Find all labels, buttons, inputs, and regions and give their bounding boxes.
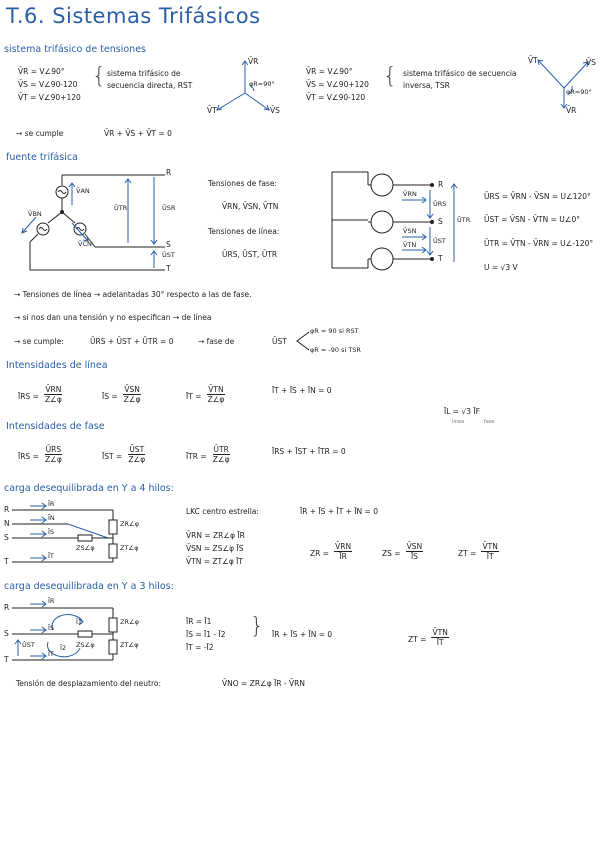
v-eq-sn: V̄SN = ZS∠φ ĪS bbox=[186, 544, 244, 553]
rsrc-label-urs: ŪRS bbox=[433, 200, 447, 208]
rsrc-label-vtn: V̄TN bbox=[403, 241, 417, 249]
i-line-sum-eq: ĪT + ĪS + ĪN = 0 bbox=[272, 386, 332, 395]
w3-label-is: ĪS bbox=[48, 624, 55, 632]
src-node-t: T bbox=[166, 264, 171, 273]
line-voltage-eq-rs: ŪRS = V̄RN - V̄SN = U∠120° bbox=[484, 192, 591, 201]
se-cumple-label: → se cumple bbox=[16, 129, 64, 138]
phasor-direct-s: V̄S bbox=[270, 106, 280, 115]
w4-label-in: ĪN bbox=[48, 514, 55, 522]
src-label-vbn: V̄BN bbox=[28, 210, 42, 218]
src-label-vcn: V̄CN bbox=[78, 240, 92, 248]
i3-sum-eq: ĪR + ĪS + ĪN = 0 bbox=[272, 630, 333, 639]
rsrc-label-utr: ŪTR bbox=[457, 216, 471, 224]
rsrc-label-ust: ŪST bbox=[433, 237, 446, 245]
phasor-direct-angle: φR=90° bbox=[249, 80, 275, 88]
v-eq-tn: V̄TN = ZT∠φ ĪT bbox=[186, 557, 243, 566]
inverse-eq-r: V̄R = V∠90° bbox=[306, 67, 353, 76]
note-de-linea: → si nos dan una tensión y no especifican → de línea bbox=[14, 313, 212, 322]
three-wire-circuit bbox=[8, 600, 158, 668]
rsrc-node-t: T bbox=[438, 254, 443, 263]
il-sub-linea: línea bbox=[452, 419, 465, 425]
note-fase-de: → fase de bbox=[198, 337, 235, 346]
direct-eq-s: V̄S = V∠90-120 bbox=[18, 80, 78, 89]
note-se-cumple: → se cumple: bbox=[14, 337, 64, 346]
w4-label-it: ĪT bbox=[48, 552, 54, 560]
src-label-ust: ŪST bbox=[162, 251, 175, 259]
inverse-eq-s: V̄S = V∠90+120 bbox=[306, 80, 369, 89]
w4-label-zt: ZT∠φ bbox=[120, 544, 139, 552]
src-label-van: V̄AN bbox=[76, 187, 90, 195]
lkc-eq: ĪR + ĪS + ĪT + ĪN = 0 bbox=[300, 507, 378, 516]
phase-voltages-title: Tensiones de fase: bbox=[208, 179, 277, 188]
w3-label-it: ĪT bbox=[48, 650, 54, 658]
i-phase-sum-eq: ĪRS + ĪST + ĪTR = 0 bbox=[272, 447, 346, 456]
inverse-eq-t: V̄T = V∠90-120 bbox=[306, 93, 366, 102]
w3-label-ust: ŪST bbox=[22, 641, 35, 649]
line-voltages-values: ŪRS, ŪST, ŪTR bbox=[222, 250, 278, 259]
rsrc-node-r: R bbox=[438, 180, 444, 189]
w4-label-zs: ZS∠φ bbox=[76, 544, 95, 552]
brace-i3: } bbox=[250, 614, 264, 639]
i-line-eq-s: ĪS = $\frac{V̄SN}{Z\angle\varphi}$ bbox=[102, 385, 141, 404]
w3-label-ir: ĪR bbox=[48, 597, 55, 605]
page-title: T.6. Sistemas Trifásicos bbox=[6, 4, 261, 28]
direct-label: sistema trifásico de secuencia directa, RST bbox=[107, 69, 193, 90]
w4-node-r: R bbox=[4, 505, 10, 514]
w3-label-i1: Ī1 bbox=[76, 618, 83, 626]
heading-fuente: fuente trifásica bbox=[6, 152, 78, 163]
src-label-utr: ŪTR bbox=[114, 204, 128, 212]
il-sqrt3-eq: ĪL = √3 ĪF bbox=[444, 407, 480, 416]
phasor-inverse-angle: φR=90° bbox=[566, 88, 592, 96]
z-eq-s: ZS = $\frac{V̄SN}{ĪS}$ bbox=[382, 542, 423, 561]
lkc-label: LKC centro estrella: bbox=[186, 507, 259, 516]
heading-intensidades-fase: Intensidades de fase bbox=[6, 421, 105, 432]
w4-node-n: N bbox=[4, 519, 10, 528]
i-phase-eq-tr: ĪTR = $\frac{\text{ŪTR}}{Z\angle\varphi}$ bbox=[186, 445, 230, 464]
heading-4-hilos: carga desequilibrada en Y a 4 hilos: bbox=[4, 483, 174, 494]
i-line-eq-r: ĪRS = $\frac{V̄RN}{Z\angle\varphi}$ bbox=[18, 385, 62, 404]
star-source-circuit bbox=[10, 165, 185, 280]
note-branch-rst: φR = 90 si RST bbox=[310, 327, 359, 335]
phasor-inverse-r: V̄R bbox=[566, 106, 577, 115]
w4-node-t: T bbox=[4, 557, 9, 566]
w4-label-is: ĪS bbox=[48, 528, 55, 536]
note-branch-tsr: φR = -90 si TSR bbox=[310, 346, 361, 354]
phase-voltages-values: V̄RN, V̄SN, V̄TN bbox=[222, 202, 279, 211]
z-eq-r: ZR = $\frac{V̄RN}{ĪR}$ bbox=[310, 542, 352, 561]
sum-tensiones-eq: V̄R + V̄S + V̄T = 0 bbox=[104, 129, 172, 138]
i3-eq-t: ĪT = -Ī2 bbox=[186, 643, 214, 652]
phasor-inverse-s: V̄S bbox=[586, 58, 596, 67]
w3-label-zt: ZT∠φ bbox=[120, 641, 139, 649]
z-eq-t: ZT = $\frac{V̄TN}{ĪT}$ bbox=[458, 542, 498, 561]
il-sub-fase: fase bbox=[484, 419, 495, 425]
w4-label-ir: ĪR bbox=[48, 500, 55, 508]
inverse-label: sistema trifásico de secuencia inversa, TSR bbox=[403, 69, 517, 90]
brace-direct: { bbox=[92, 64, 106, 89]
src-label-usr: ŪSR bbox=[162, 204, 176, 212]
note-sum-line-eq: ŪRS + ŪST + ŪTR = 0 bbox=[90, 337, 174, 346]
line-voltage-eq-tr: ŪTR = V̄TN - V̄RN = U∠-120° bbox=[484, 239, 594, 248]
i-line-eq-t: ĪT = $\frac{V̄TN}{Z\angle\varphi}$ bbox=[186, 385, 225, 404]
w3-label-zs: ZS∠φ bbox=[76, 641, 95, 649]
i-phase-eq-st: ĪST = $\frac{\text{ŪST}}{Z\angle\varphi}$ bbox=[102, 445, 146, 464]
i3-eq-r: ĪR = Ī1 bbox=[186, 617, 212, 626]
w3-label-i2: Ī2 bbox=[60, 644, 67, 652]
w4-node-s: S bbox=[4, 533, 9, 542]
note-adelantadas: → Tensiones de línea → adelantadas 30° respecto a las de fase. bbox=[14, 290, 252, 299]
phasor-inverse-t: V̄T bbox=[528, 56, 538, 65]
line-voltage-eq-st: ŪST = V̄SN - V̄TN = U∠0° bbox=[484, 215, 580, 224]
heading-tensiones: sistema trifásico de tensiones bbox=[4, 44, 146, 55]
w3-node-s: S bbox=[4, 629, 9, 638]
v-eq-rn: V̄RN = ZR∠φ ĪR bbox=[186, 531, 245, 540]
i-phase-eq-rs: ĪRS = $\frac{\text{ŪRS}}{Z\angle\varphi}$ bbox=[18, 445, 62, 464]
displacement-label: Tensión de desplazamiento del neutro: bbox=[16, 679, 162, 688]
w3-label-zr: ZR∠φ bbox=[120, 618, 140, 626]
displacement-eq: V̄NO = ZR∠φ ĪR - V̄RN bbox=[222, 679, 305, 688]
i3-eq-s: ĪS = Ī1 - Ī2 bbox=[186, 630, 226, 639]
four-wire-circuit bbox=[8, 500, 158, 570]
w3-node-r: R bbox=[4, 603, 10, 612]
direct-eq-t: V̄T = V∠90+120 bbox=[18, 93, 81, 102]
src-node-s: S bbox=[166, 240, 171, 249]
brace-inverse: { bbox=[383, 64, 397, 89]
zt3-eq: ZT = $\frac{V̄TN}{ĪT}$ bbox=[408, 628, 448, 647]
src-node-r: R bbox=[166, 168, 172, 177]
w4-label-zr: ZR∠φ bbox=[120, 520, 140, 528]
rsrc-label-vsn: V̄SN bbox=[403, 227, 417, 235]
note-ust: ŪST bbox=[272, 337, 287, 346]
w3-node-t: T bbox=[4, 655, 9, 664]
direct-eq-r: V̄R = V∠90° bbox=[18, 67, 65, 76]
phasor-direct-t: V̄T bbox=[207, 106, 217, 115]
heading-intensidades-linea: Intensidades de línea bbox=[6, 360, 108, 371]
heading-3-hilos: carga desequilibrada en Y a 3 hilos: bbox=[4, 581, 174, 592]
phasor-direct-r: V̄R bbox=[248, 57, 259, 66]
u-sqrt3-eq: U = √3 V bbox=[484, 263, 518, 272]
rsrc-node-s: S bbox=[438, 217, 443, 226]
line-voltages-title: Tensiones de línea: bbox=[208, 227, 280, 236]
rsrc-label-vrn: V̄RN bbox=[403, 190, 417, 198]
